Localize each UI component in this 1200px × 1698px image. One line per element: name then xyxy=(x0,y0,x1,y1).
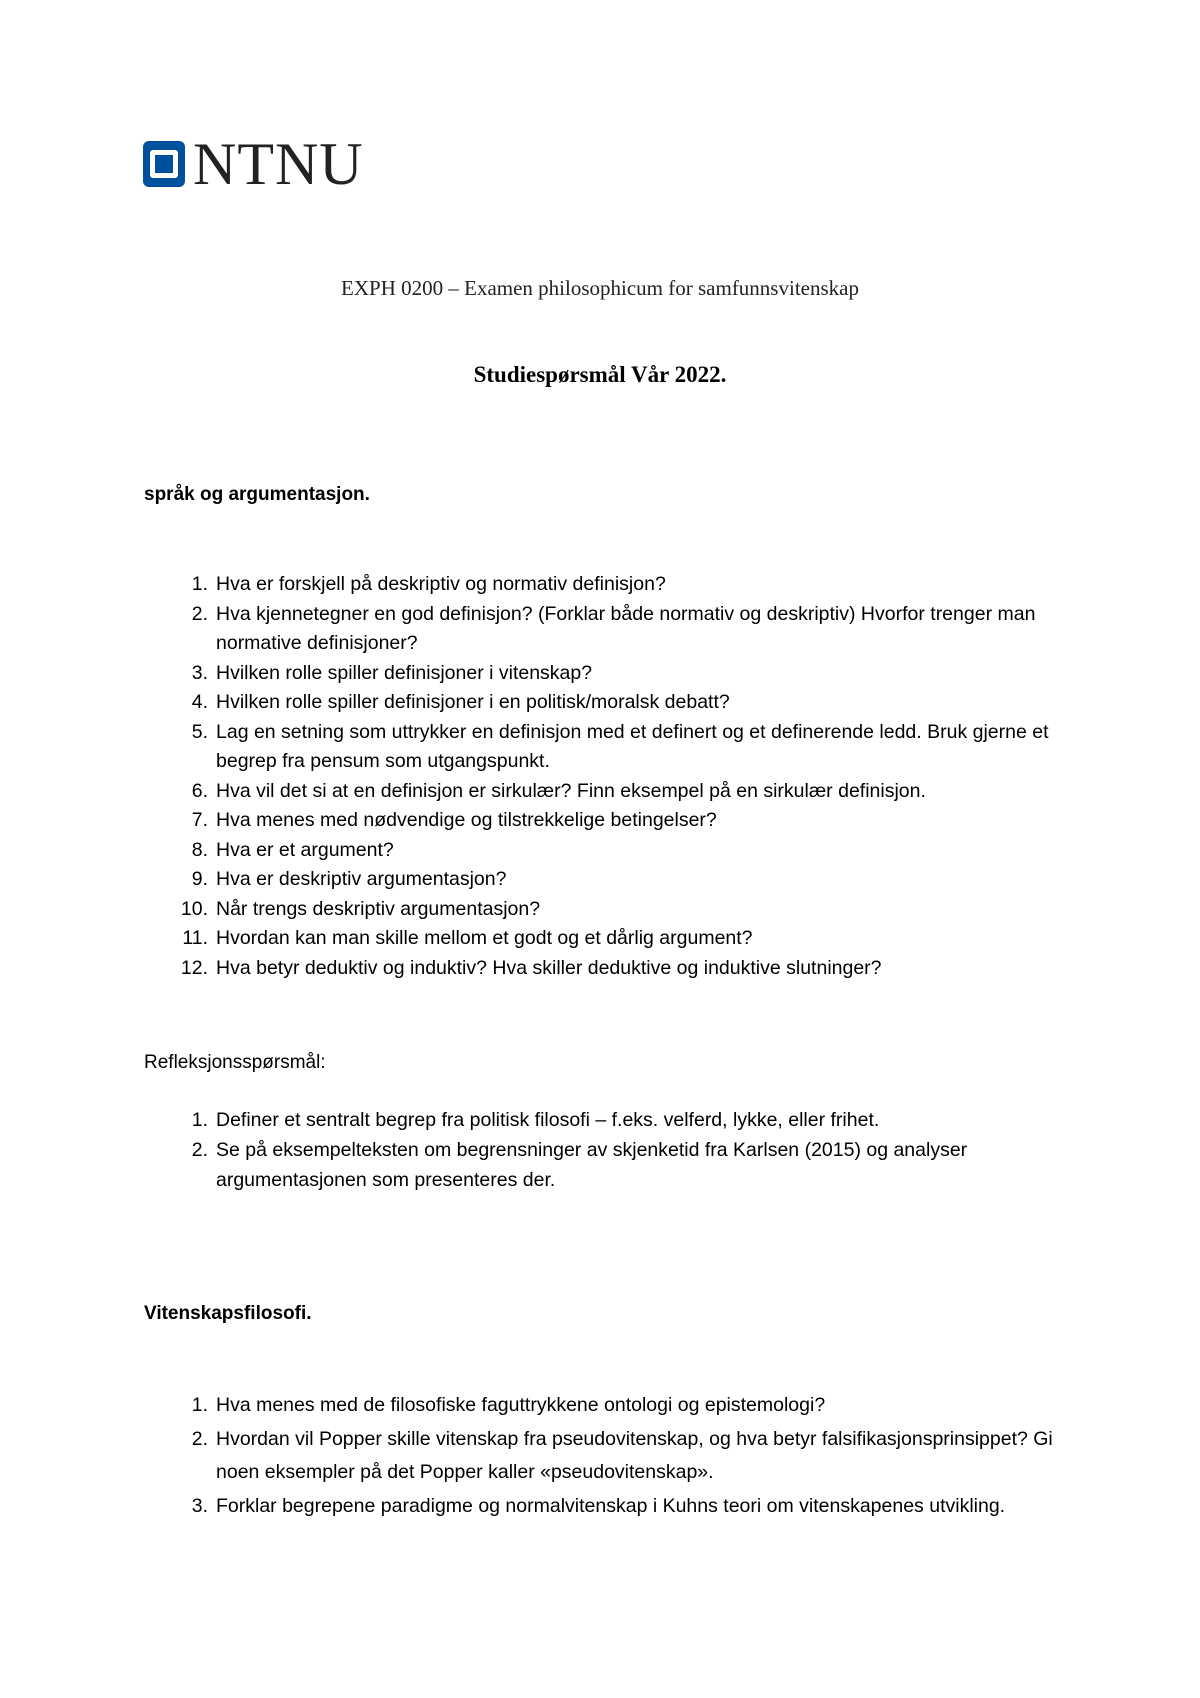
list-item xyxy=(144,1423,1074,1490)
course-title: EXPH 0200 – Examen philosophicum for samfunnsvitenskap xyxy=(341,276,859,300)
list-item-text: Hva kjennetegner en god definisjon? (Forklar både normativ og deskriptiv) Hvorfor trenger man normative definisjoner? xyxy=(216,602,1036,654)
list-item xyxy=(144,895,1074,925)
list-item-number: 9. xyxy=(191,868,208,890)
list-item-text: Hva menes med de filosofiske faguttrykkene ontologi og epistemologi? xyxy=(216,1394,826,1416)
list-item xyxy=(144,777,1074,807)
list-item-number: 10. xyxy=(180,897,208,920)
list-item xyxy=(144,1389,1074,1423)
list-item xyxy=(144,718,1074,777)
list-item-number: 6. xyxy=(191,779,208,802)
question-list-language xyxy=(144,570,1074,983)
list-item-number: 2. xyxy=(191,602,208,625)
list-item-text: Hva menes med nødvendige og tilstrekkelige betingelser? xyxy=(216,809,717,831)
list-item-number: 1. xyxy=(191,1109,208,1131)
list-item-number: 8. xyxy=(191,838,208,861)
list-item xyxy=(144,836,1074,866)
section-heading-language: språk og argumentasjon. xyxy=(144,484,370,505)
list-item-number: 7. xyxy=(191,809,208,831)
list-item xyxy=(144,570,1074,600)
list-item xyxy=(144,865,1074,895)
list-item-number: 3. xyxy=(191,1494,208,1517)
list-item xyxy=(144,600,1074,659)
ntnu-logo-icon xyxy=(143,141,185,187)
list-item xyxy=(144,954,1074,984)
list-item-number: 2. xyxy=(191,1427,208,1450)
list-item-number: 5. xyxy=(191,720,208,743)
list-item xyxy=(144,659,1074,689)
list-item-text: Hva er deskriptiv argumentasjon? xyxy=(216,868,507,890)
list-item-number: 11. xyxy=(182,927,208,949)
list-item xyxy=(144,688,1074,718)
section-heading-philosophy-of-science: Vitenskapsfilosofi. xyxy=(144,1303,312,1324)
list-item-text: Lag en setning som uttrykker en definisjon med et definert og et definerende ledd. Bruk gjerne et begrep fra pensum som utgangspunkt. xyxy=(216,720,1049,772)
list-item-text: Forklar begrepene paradigme og normalvitenskap i Kuhns teori om vitenskapenes utvikling. xyxy=(216,1494,1006,1517)
list-item-number: 3. xyxy=(191,661,208,684)
page-title: Studiespørsmål Vår 2022. xyxy=(473,362,727,387)
list-item-text: Definer et sentralt begrep fra politisk filosofi – f.eks. velferd, lykke, eller frihet. xyxy=(216,1109,880,1131)
list-item-text: Hva vil det si at en definisjon er sirkulær? Finn eksempel på en sirkulær definisjon. xyxy=(216,779,926,802)
list-item-text: Hvilken rolle spiller definisjoner i en politisk/moralsk debatt? xyxy=(216,691,730,713)
list-item-number: 4. xyxy=(191,691,208,713)
list-item xyxy=(144,1105,1074,1135)
list-item xyxy=(144,924,1074,954)
list-item-number: 12. xyxy=(180,956,208,979)
list-item-number: 1. xyxy=(191,573,208,595)
ntnu-logo xyxy=(143,131,364,197)
list-item xyxy=(144,806,1074,836)
question-list-philosophy-of-science xyxy=(144,1389,1074,1523)
list-item-text: Hvordan vil Popper skille vitenskap fra pseudovitenskap, og hva betyr falsifikasjonsprinsippet? Gi noen eksempler på det Popper kaller «pseudovitenskap». xyxy=(216,1427,1053,1483)
list-item-number: 2. xyxy=(191,1139,208,1161)
ntnu-logo-text: NTNU xyxy=(193,131,364,197)
list-item-text: Hva er et argument? xyxy=(216,838,394,861)
list-item-text: Når trengs deskriptiv argumentasjon? xyxy=(216,897,541,920)
question-list-reflection xyxy=(144,1105,1074,1195)
list-item-number: 1. xyxy=(191,1394,208,1416)
list-item-text: Se på eksempelteksten om begrensninger av skjenketid fra Karlsen (2015) og analyser argumentasjonen som presenteres der. xyxy=(216,1139,968,1191)
list-item-text: Hvilken rolle spiller definisjoner i vitenskap? xyxy=(216,661,593,684)
list-item xyxy=(144,1490,1074,1524)
list-item-text: Hvordan kan man skille mellom et godt og et dårlig argument? xyxy=(216,927,753,949)
list-item-text: Hva betyr deduktiv og induktiv? Hva skiller deduktive og induktive slutninger? xyxy=(216,956,882,979)
list-item-text: Hva er forskjell på deskriptiv og normativ definisjon? xyxy=(216,573,666,595)
list-item xyxy=(144,1135,1074,1195)
section-heading-reflection: Refleksjonsspørsmål: xyxy=(144,1052,326,1073)
